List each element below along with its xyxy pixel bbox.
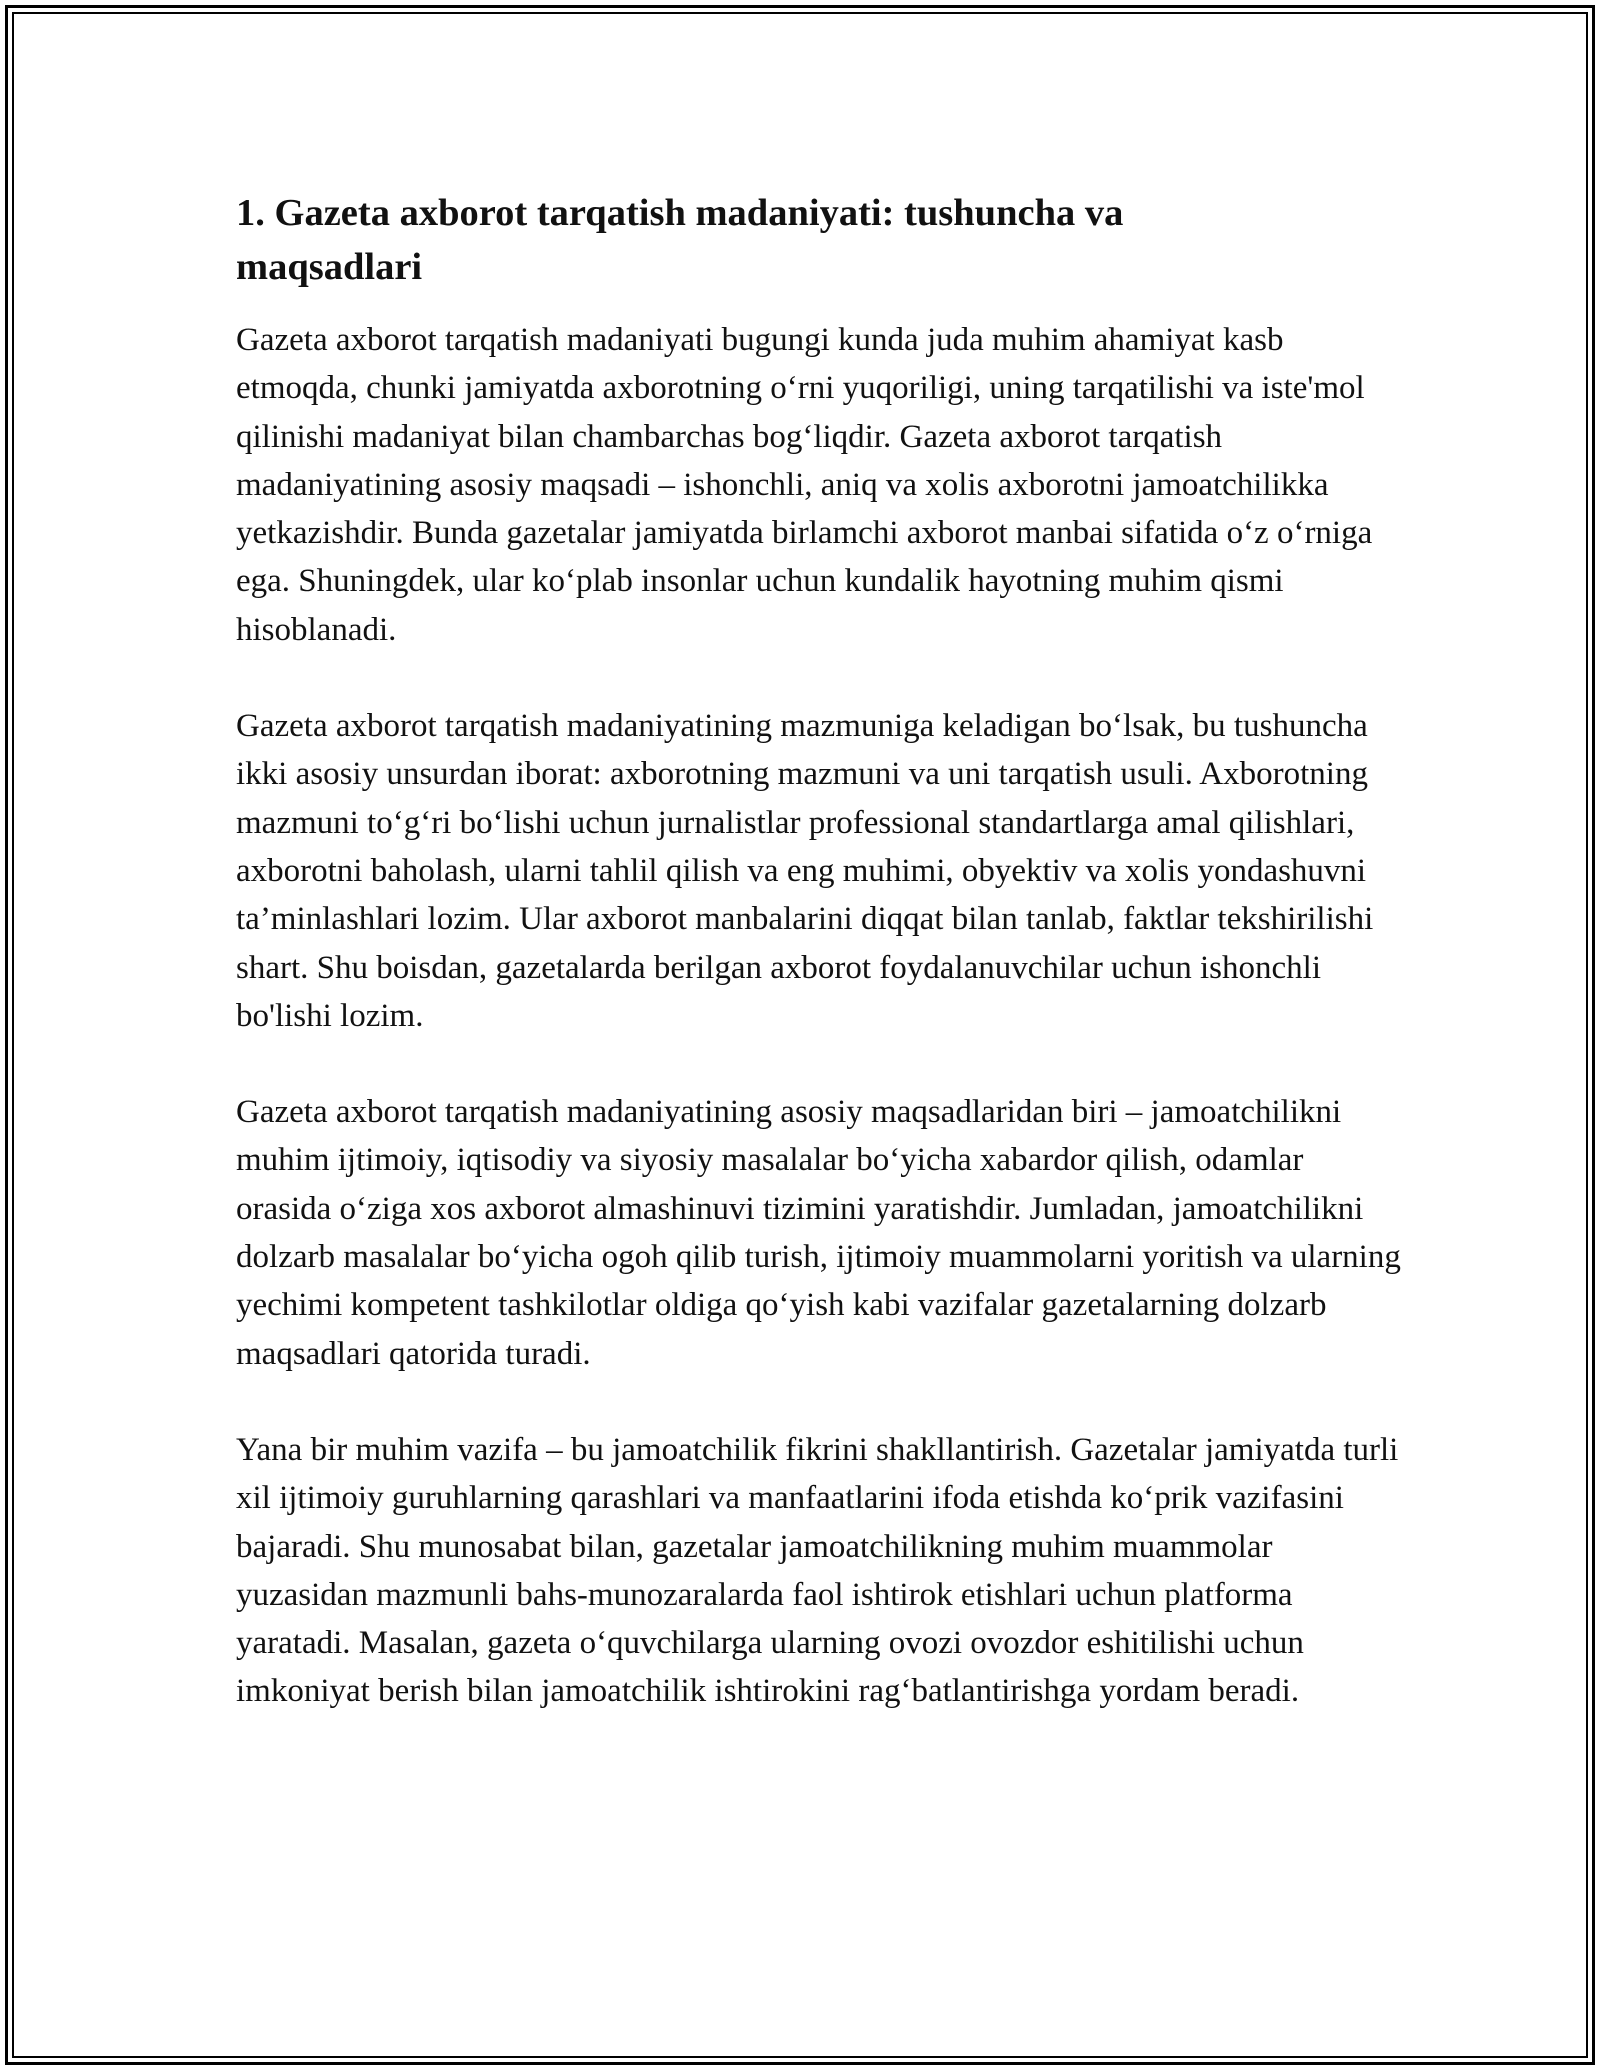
paragraph-3: Gazeta axborot tarqatish madaniyatining asosiy maqsadlaridan biri – jamoatchilikni muhim ijtimoiy, iqtisodiy va siyosiy masalalar bo‘yicha xabardor qilish, odamlar orasida o‘ziga xos axborot almashinuvi tizimini yaratishdir. Jumladan, jamoatchilikni dolzarb masalalar bo‘yicha ogoh qilib turish, ijtimoiy muammolarni yoritish va ularning yechimi kompetent tashkilotlar oldiga qo‘yish kabi vazifalar gazetalarning dolzarb maqsadlari qatorida turadi. (236, 1094, 1401, 1372)
paragraph-2: Gazeta axborot tarqatish madaniyatining mazmuniga keladigan bo‘lsak, bu tushuncha ikki asosiy unsurdan iborat: axborotning mazmuni va uni tarqatish usuli. Axborotning mazmuni to‘g‘ri bo‘lishi uchun jurnalistlar professional standartlarga amal qilishlari, axborotni baholash, ularni tahlil qilish va eng muhimi, obyektiv va xolis yondashuvni ta’minlashlari lozim. Ular axborot manbalarini diqqat bilan tanlab, faktlar tekshirilishi shart. Shu boisdan, gazetalarda berilgan axborot foydalanuvchilar uchun ishonchli bo'lishi lozim. (236, 708, 1374, 1034)
section-heading: 1. Gazeta axborot tarqatish madaniyati: tushuncha va maqsadlari (236, 192, 1124, 288)
document-body (236, 186, 1406, 1764)
paragraph-4: Yana bir muhim vazifa – bu jamoatchilik fikrini shakllantirish. Gazetalar jamiyatda turli xil ijtimoiy guruhlarning qarashlari va manfaatlarini ifoda etishda ko‘prik vazifasini bajaradi. Shu munosabat bilan, gazetalar jamoatchilikning muhim muammolar yuzasidan mazmunli bahs-munozaralarda faol ishtirok etishlari uchun platforma yaratadi. Masalan, gazeta o‘quvchilarga ularning ovozi ovozdor eshitilishi uchun imkoniyat berish bilan jamoatchilik ishtirokini rag‘batlantirishga yordam beradi. (236, 1431, 1399, 1710)
paragraph-1: Gazeta axborot tarqatish madaniyati bugungi kunda juda muhim ahamiyat kasb etmoqda, chunki jamiyatda axborotning o‘rni yuqoriligi, uning tarqatilishi va iste'mol qilinishi madaniyat bilan chambarchas bog‘liqdir. Gazeta axborot tarqatish madaniyatining asosiy maqsadi – ishonchli, aniq va xolis axborotni jamoatchilikka yetkazishdir. Bunda gazetalar jamiyatda birlamchi axborot manbai sifatida o‘z o‘rniga ega. Shuningdek, ular ko‘plab insonlar uchun kundalik hayotning muhim qismi hisoblanadi. (236, 322, 1373, 648)
